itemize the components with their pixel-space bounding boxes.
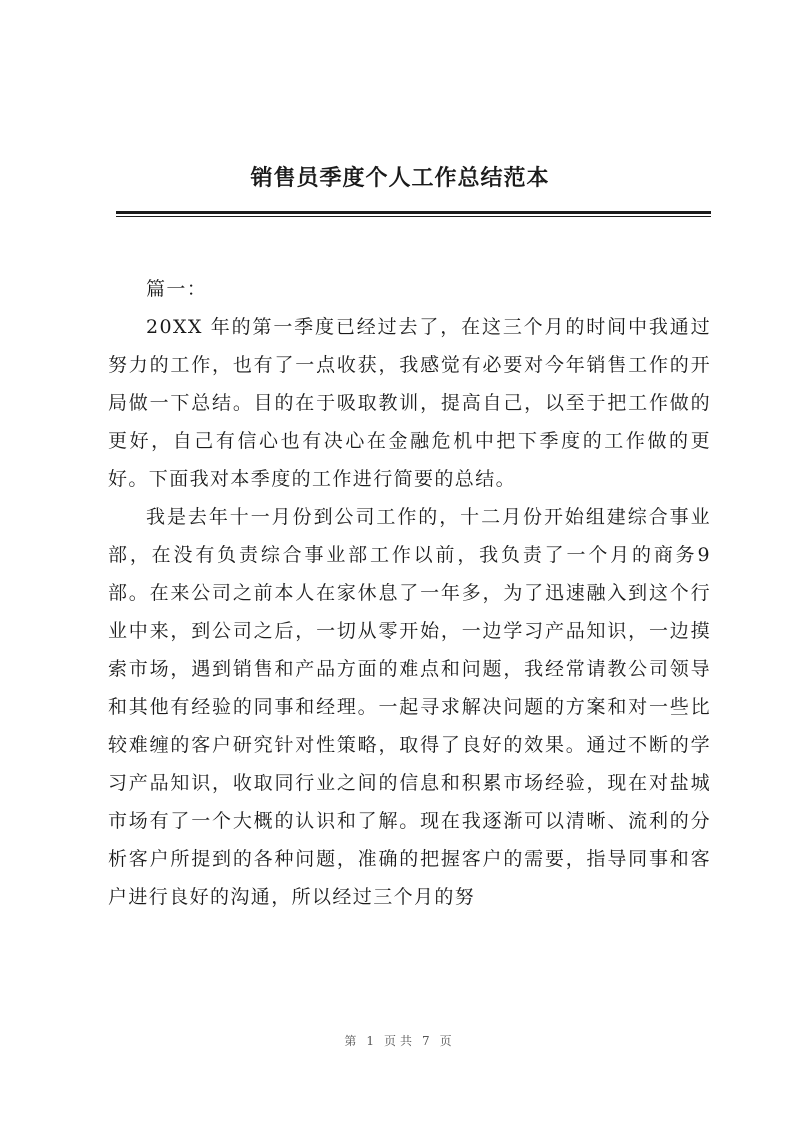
paragraph-2: 我是去年十一月份到公司工作的，十二月份开始组建综合事业部，在没有负责综合事业部工作以前，我负责了一个月的商务9 部。在来公司之前本人在家休息了一年多，为了迅速融入到这个行业中来，到公司之后，一切从零开始，一边学习产品知识，一边摸索市场，遇到销售和产品方面的难点和问题，我经常请教公司领导和其他有经验的同事和经理。一起寻求解决问题的方案和对一些比较难缠的客户研究针对性策略，取得了良好的效果。通过不断的学习产品知识，收取同行业之间的信息和积累市场经验，现在对盐城市场有了一个大概的认识和了解。现在我逐渐可以清晰、流利的分析客户所提到的各种问题，准确的把握客户的需要，指导同事和客户进行良好的沟通，所以经过三个月的努 [108,506,711,908]
footer-page-number: 1 [366,1034,378,1048]
paragraph-1: 20XX 年的第一季度已经过去了，在这三个月的时间中我通过努力的工作，也有了一点收获，我感觉有必要对今年销售工作的开局做一下总结。目的在于吸取教训，提高自己，以至于把工作做的更好，自己有信心也有决心在金融危机中把下季度的工作做的更好。下面我对本季度的工作进行简要的总结。 [108,316,711,490]
document-title: 销售员季度个人工作总结范本 [250,165,550,191]
document-body [108,270,711,916]
section-heading: 篇一： [146,278,208,300]
page-footer [0,1031,800,1051]
footer-prefix: 第 [344,1034,361,1048]
title-divider [116,211,711,214]
footer-middle: 页共 [383,1034,416,1048]
footer-total-pages: 7 [422,1034,434,1048]
footer-suffix: 页 [439,1034,456,1048]
